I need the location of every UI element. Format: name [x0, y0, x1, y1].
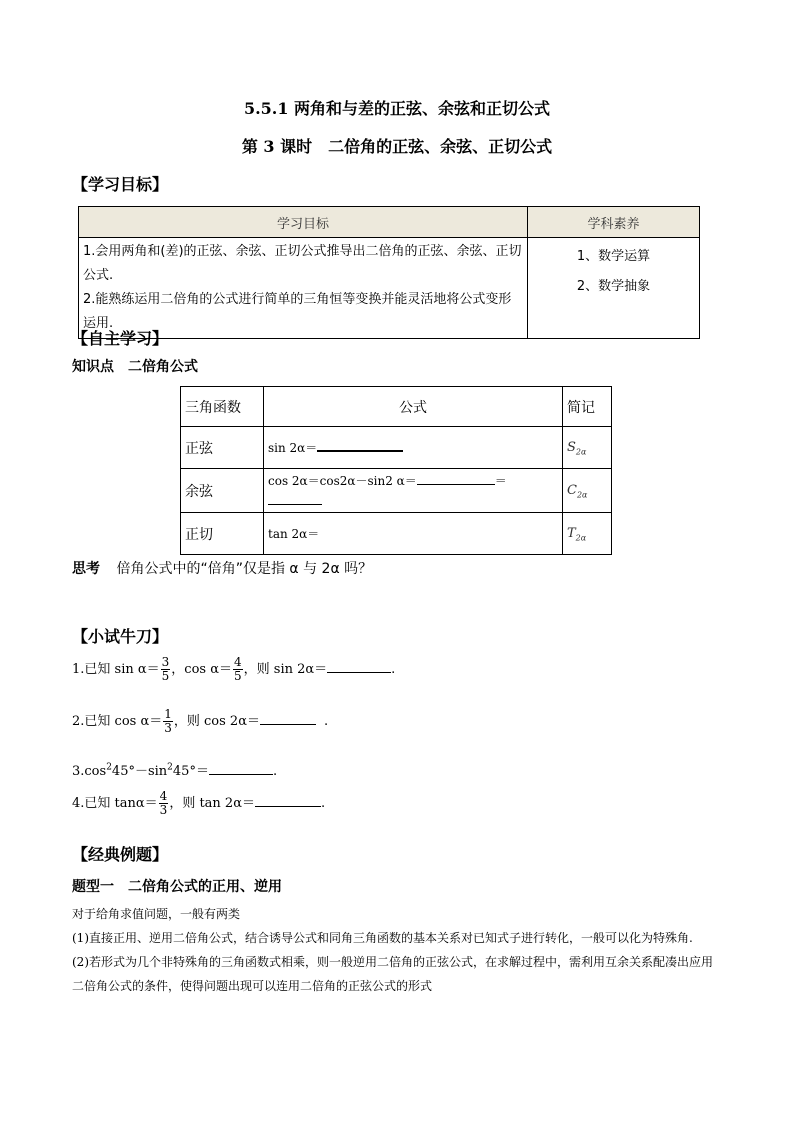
type-one-title: 题型一 二倍角公式的正用、逆用 [72, 879, 282, 895]
cosine-eq: ＝ [494, 473, 507, 488]
goal-item-1: 1.会用两角和(差)的正弦、余弦、正切公式推导出二倍角的正弦、余弦、正切公式. [83, 244, 522, 283]
practice-q2: 2.已知 cos α＝ $\frac{1}{3}$ ，则 cos 2α＝ . [72, 707, 329, 735]
q4-blank[interactable] [255, 794, 321, 807]
q3-blank[interactable] [209, 762, 273, 775]
literacy-item-2: 2、数学抽象 [576, 279, 651, 294]
row-tangent-name: 正切 [181, 513, 264, 555]
formula-table [180, 386, 612, 555]
sine-blank[interactable] [317, 450, 403, 452]
row-tangent-symbol: $T_{2\alpha}$ [563, 513, 612, 555]
literacy-item-1: 1、数学运算 [576, 249, 651, 264]
practice-heading: 【小试牛刀】 [72, 627, 169, 646]
row-sine-symbol: $S_{2\alpha}$ [563, 427, 612, 469]
formula-header-formula: 公式 [264, 387, 563, 427]
goal-item-2: 2.能熟练运用二倍角的公式进行简单的三角恒等变换并能灵活地将公式变形运用. [83, 292, 512, 331]
literacy-col-header: 学科素养 [528, 207, 700, 238]
formula-header-short: 简记 [563, 387, 612, 427]
knowledge-point-title: 知识点 二倍角公式 [72, 359, 198, 375]
cosine-formula-text: cos 2α＝cos2α－sin2 α＝ [268, 473, 417, 488]
row-tangent-formula: tan 2α＝ [264, 513, 563, 555]
row-cosine-formula [264, 469, 563, 513]
row-sine-name: 正弦 [181, 427, 264, 469]
think-question [72, 558, 372, 578]
goals-cell [79, 238, 528, 339]
think-text: 倍角公式中的“倍角”仅是指 α 与 2α 吗？ [116, 561, 373, 577]
practice-q3: $3.\cos^245^\circ-\sin^245^\circ=$ . [72, 762, 278, 779]
page-title: 5.5.1 两角和与差的正弦、余弦和正切公式 [243, 99, 551, 118]
think-label: 思考 [72, 561, 100, 577]
examples-point-2: (2)若形式为几个非特殊角的三角函数式相乘，则一般逆用二倍角的正弦公式，在求解过程中，需利用互余关系配凑出应用二倍角公式的条件，使得问题出现可以连用二倍角的正弦公式的形式 [72, 955, 714, 993]
row-cosine-symbol: $C_{2\alpha}$ [563, 469, 612, 513]
cosine-blank-2[interactable] [268, 504, 322, 505]
examples-body [72, 902, 722, 998]
row-sine-formula [264, 427, 563, 469]
row-cosine-name: 余弦 [181, 469, 264, 513]
q2-blank[interactable] [260, 712, 316, 725]
examples-intro: 对于给角求值问题，一般有两类 [72, 907, 241, 921]
cosine-blank-1[interactable] [417, 484, 495, 485]
examples-point-1: (1)直接正用、逆用二倍角公式，结合诱导公式和同角三角函数的基本关系对已知式子进行转化，一般可以化为特殊角. [72, 931, 693, 945]
practice-q1: 1.已知 sin α＝ $\frac{3}{5}$ ，cos α＝ $\frac{4}{5}$ ，则 sin 2α＝ . [72, 655, 396, 683]
examples-heading: 【经典例题】 [72, 845, 169, 864]
sine-formula-text: sin 2α＝ [268, 441, 318, 455]
page-subtitle: 第 3 课时 二倍角的正弦、余弦、正切公式 [241, 137, 553, 156]
goals-col-header: 学习目标 [79, 207, 528, 238]
practice-q4: 4.已知 tanα＝ $\frac{4}{3}$ ，则 tan 2α＝ . [72, 789, 326, 817]
self-study-heading: 【自主学习】 [72, 329, 169, 348]
q1-blank[interactable] [327, 660, 391, 673]
literacy-cell [528, 238, 700, 339]
goals-heading: 【学习目标】 [72, 175, 169, 194]
formula-header-func: 三角函数 [181, 387, 264, 427]
goals-table [78, 206, 700, 339]
